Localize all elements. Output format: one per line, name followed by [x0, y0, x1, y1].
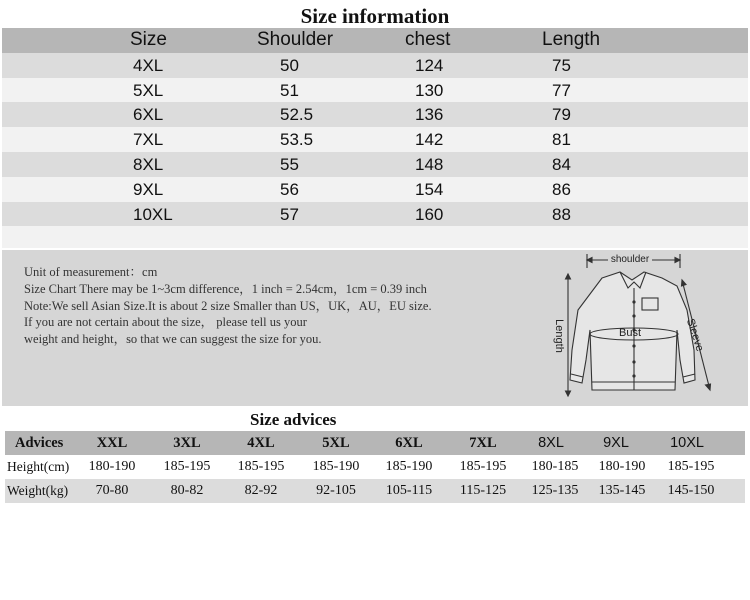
size-cell: 10XL	[133, 204, 173, 224]
height-cell: 185-195	[667, 459, 715, 474]
shoulder-cell: 52.5	[280, 105, 314, 125]
weight-cell: 115-125	[459, 483, 507, 498]
chest-cell: 124	[415, 55, 444, 75]
table-row	[2, 78, 748, 103]
size-cell: 7XL	[133, 130, 164, 150]
size-cell: 6XL	[133, 105, 164, 125]
header-size: 6XL	[395, 435, 423, 451]
note-line: weight and height，so that we can suggest the size for you.	[24, 332, 322, 347]
header-size: 4XL	[247, 435, 275, 451]
bust-label: Bust	[618, 327, 642, 339]
size-cell: 5XL	[133, 80, 164, 100]
size-cell: 4XL	[133, 55, 164, 75]
length-cell: 77	[552, 80, 571, 100]
height-cell: 180-185	[531, 459, 579, 474]
chest-cell: 136	[415, 105, 444, 125]
length-cell: 75	[552, 55, 571, 75]
header-length: Length	[542, 29, 601, 50]
weight-cell: 92-105	[316, 483, 356, 498]
note-line: If you are not certain about the size， please tell us your	[24, 315, 307, 330]
shoulder-cell: 53.5	[280, 130, 314, 150]
size-cell: 8XL	[133, 154, 164, 174]
table-row	[2, 102, 748, 127]
shoulder-cell: 57	[280, 204, 299, 224]
header-size: 8XL	[538, 435, 564, 451]
weight-cell: 82-92	[244, 483, 278, 498]
chest-cell: 130	[415, 80, 444, 100]
header-size: 9XL	[603, 435, 629, 451]
chest-cell: 148	[415, 154, 444, 174]
header-size: XXL	[96, 435, 128, 451]
table-row	[2, 127, 748, 152]
note-line: Size Chart There may be 1~3cm difference，1 inch = 2.54cm，1cm = 0.39 inch	[24, 281, 427, 296]
length-cell: 81	[552, 130, 571, 150]
chest-cell: 142	[415, 130, 444, 150]
weight-cell: 125-135	[531, 483, 579, 498]
shirt-measurement-diagram	[542, 250, 732, 406]
height-cell: 180-190	[598, 459, 646, 474]
table-row	[2, 152, 748, 177]
length-cell: 86	[552, 179, 571, 199]
shoulder-cell: 50	[280, 55, 299, 75]
shoulder-label: shoulder	[610, 254, 650, 265]
table-row	[2, 202, 748, 227]
chest-cell: 154	[415, 179, 444, 199]
length-cell: 79	[552, 105, 571, 125]
note-line: Unit of measurement：cm	[24, 265, 158, 279]
row-label-weight: Weight(kg)	[7, 483, 69, 498]
weight-cell: 135-145	[598, 483, 646, 498]
length-label: Length	[553, 319, 565, 353]
height-cell: 185-195	[459, 459, 507, 474]
shoulder-cell: 51	[280, 80, 299, 100]
note-line: Note:We sell Asian Size.It is about 2 size Smaller than US，UK，AU，EU size.	[24, 298, 432, 313]
weight-cell: 80-82	[170, 483, 204, 498]
shoulder-cell: 55	[280, 154, 299, 174]
length-cell: 88	[552, 204, 571, 224]
height-cell: 185-190	[385, 459, 433, 474]
advice-table	[5, 431, 745, 503]
advice-table-header	[5, 431, 745, 455]
weight-cell: 105-115	[385, 483, 433, 498]
header-size: Size	[130, 29, 167, 50]
height-cell: 185-195	[163, 459, 211, 474]
page-title: Size information	[300, 4, 450, 28]
size-cell: 9XL	[133, 179, 164, 199]
weight-cell: 145-150	[667, 483, 715, 498]
header-size: 5XL	[322, 435, 350, 451]
sleeve-label: Sleeve	[683, 317, 706, 353]
height-cell: 185-195	[237, 459, 285, 474]
size-table-header	[2, 28, 748, 53]
length-cell: 84	[552, 154, 571, 174]
weight-cell: 70-80	[95, 483, 129, 498]
table-spacer	[2, 226, 748, 248]
notes-panel	[2, 250, 748, 406]
chest-cell: 160	[415, 204, 444, 224]
notes-text	[24, 264, 432, 348]
advice-title: Size advices	[250, 410, 337, 429]
table-row	[5, 455, 745, 479]
header-shoulder: Shoulder	[257, 29, 334, 50]
height-cell: 185-190	[312, 459, 360, 474]
header-size: 3XL	[173, 435, 201, 451]
shoulder-cell: 56	[280, 179, 299, 199]
header-size: 10XL	[670, 435, 704, 451]
size-table	[2, 28, 748, 248]
table-row	[2, 53, 748, 78]
table-row	[2, 177, 748, 202]
height-cell: 180-190	[88, 459, 136, 474]
header-chest: chest	[405, 29, 451, 50]
table-row	[5, 479, 745, 503]
header-size: 7XL	[469, 435, 497, 451]
row-label-height: Height(cm)	[7, 459, 70, 474]
header-advices: Advices	[15, 435, 64, 451]
